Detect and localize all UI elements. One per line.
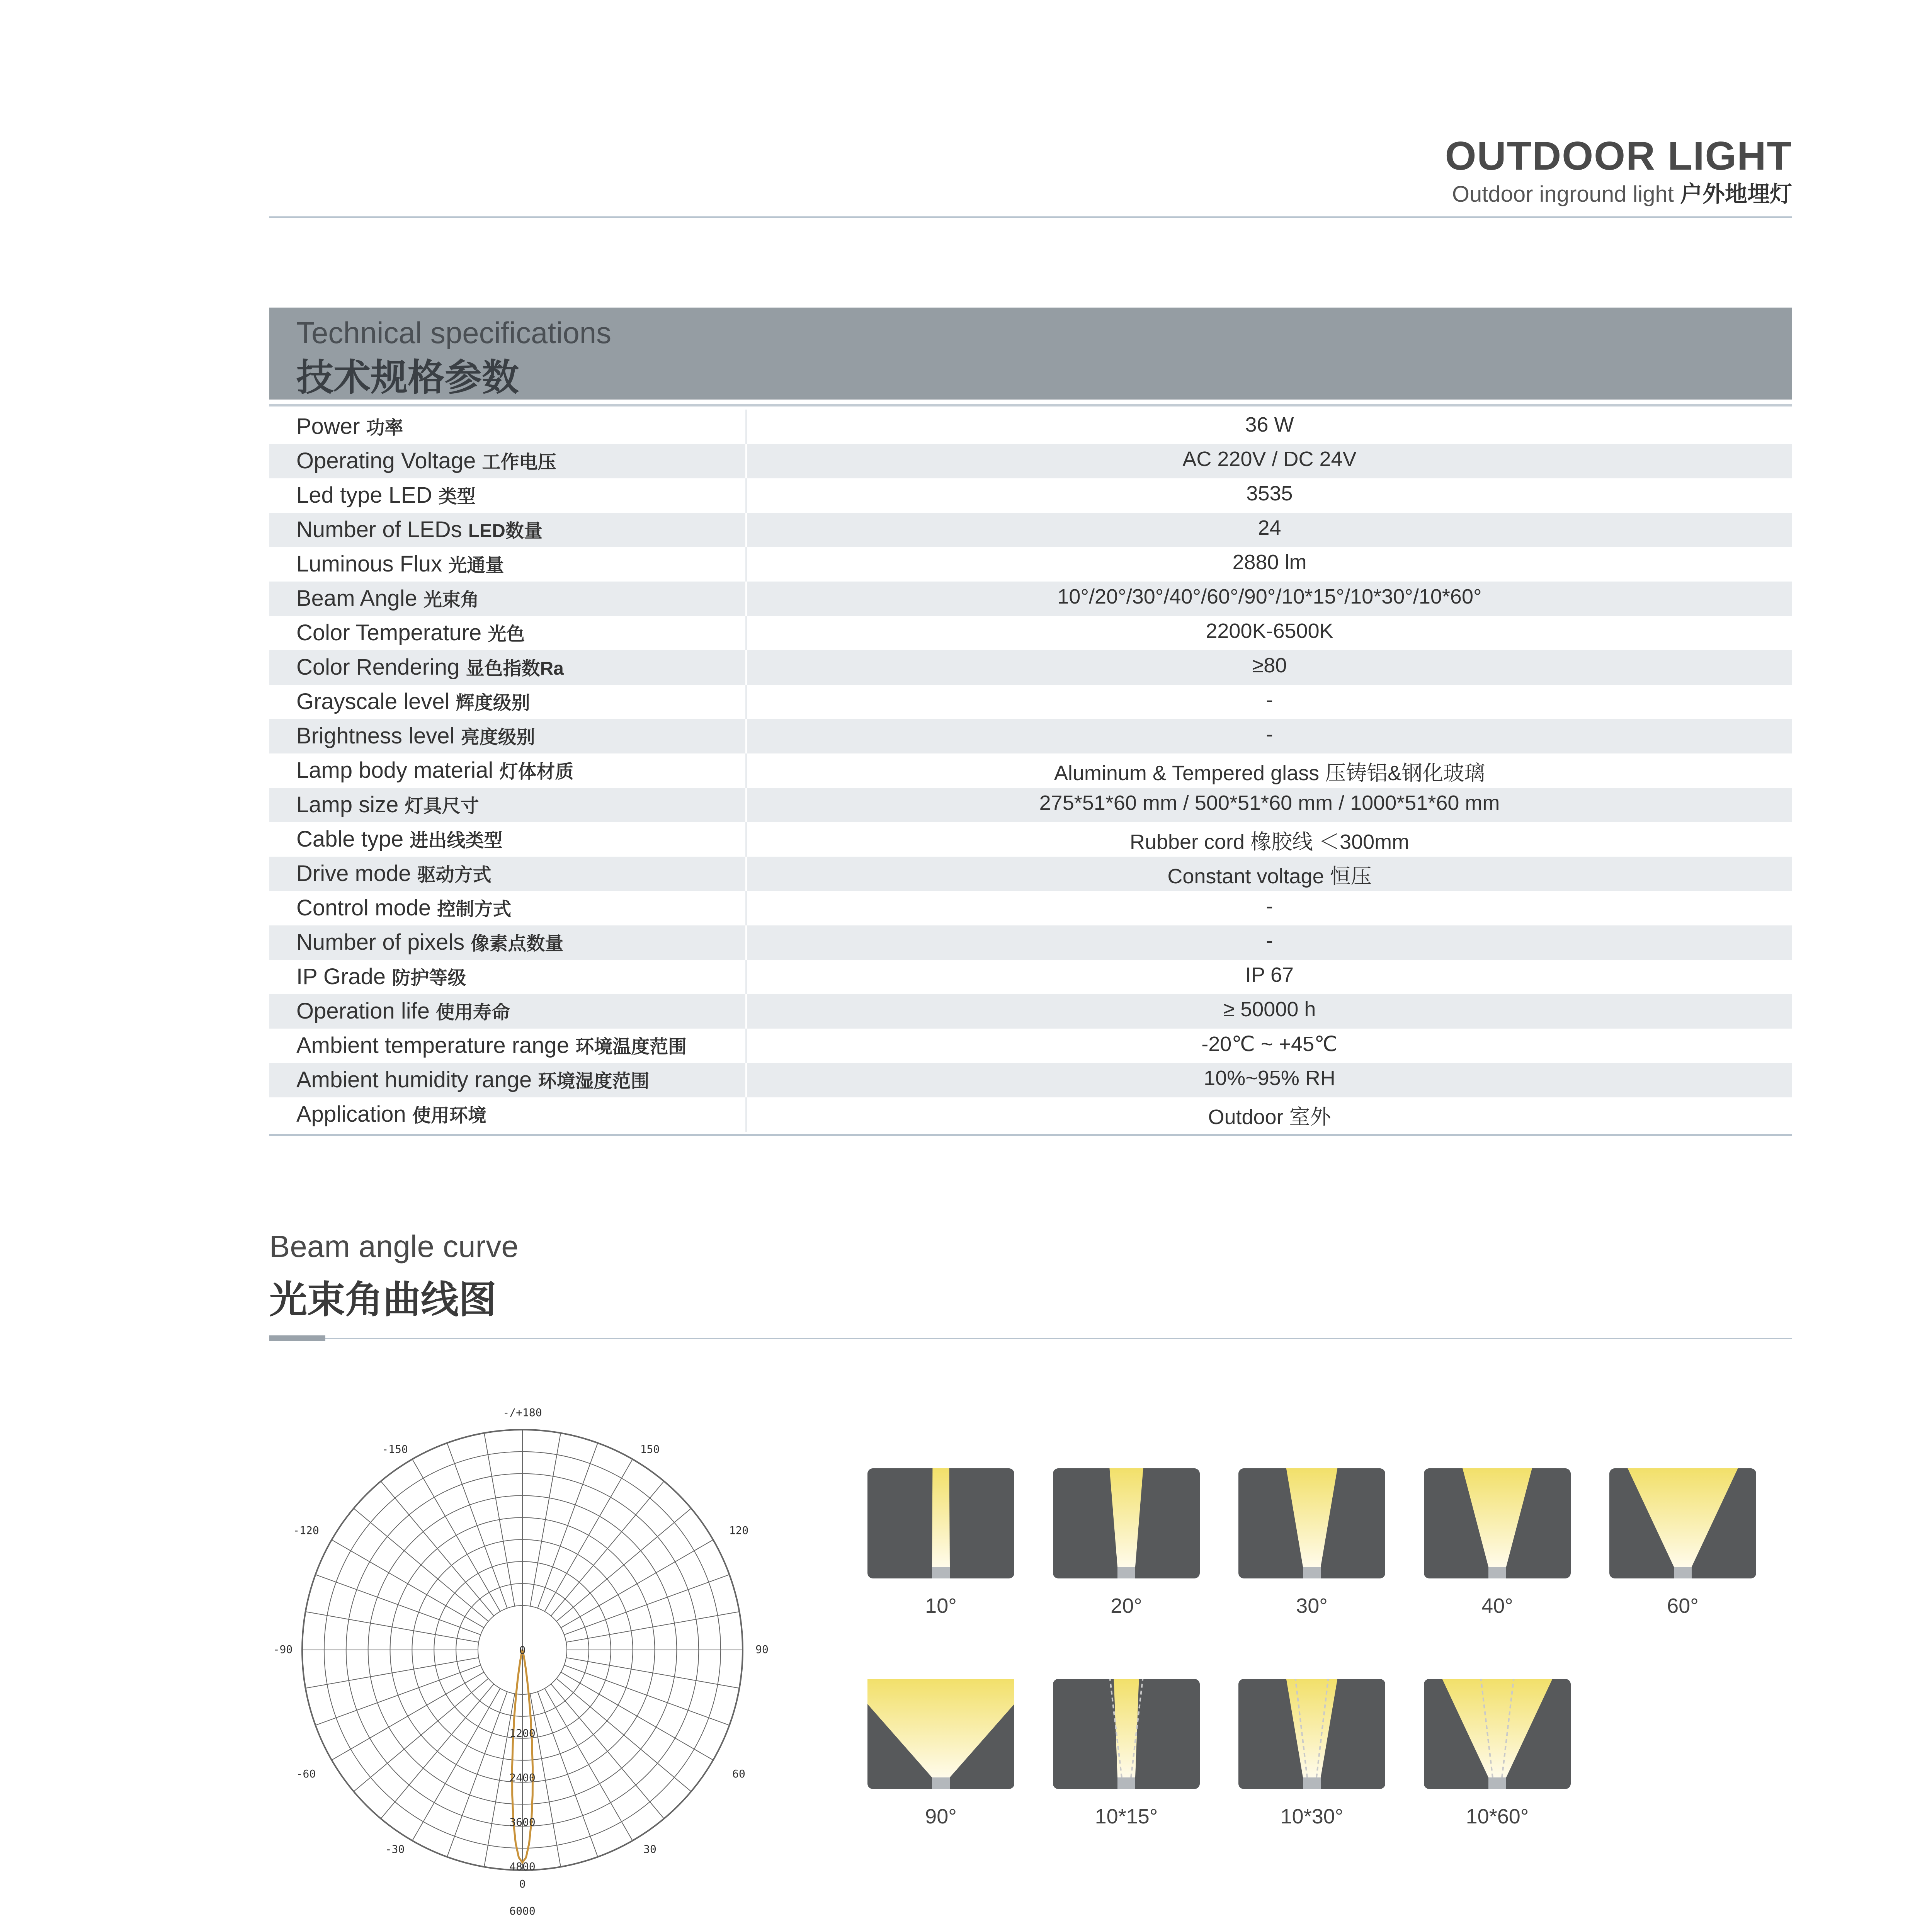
spec-label-cn: 工作电压 [482, 452, 556, 473]
polar-spoke [556, 1679, 691, 1791]
spec-value: IP 67 [1245, 963, 1294, 986]
spec-label [296, 997, 510, 1024]
polar-radial-label: 1200 [509, 1727, 536, 1740]
spec-label [296, 894, 511, 921]
spec-value: Outdoor 室外 [1208, 1105, 1331, 1129]
spec-row [269, 960, 1792, 994]
spec-label-cn: 光色 [488, 624, 525, 645]
spec-label-cn: 环境湿度范围 [538, 1071, 650, 1092]
polar-spoke [566, 1612, 739, 1642]
spec-label [296, 619, 525, 646]
specs-top-rule [269, 404, 1792, 406]
spec-label [296, 516, 543, 543]
polar-angle-label: -90 [273, 1643, 293, 1656]
spec-label [296, 757, 574, 783]
spec-row [269, 410, 1792, 444]
spec-label-cn: 显色指数Ra [466, 658, 564, 679]
polar-spoke [484, 1433, 515, 1606]
spec-label-cn: 像素点数量 [471, 934, 564, 954]
specs-title-en: Technical specifications [296, 316, 612, 350]
polar-spoke [545, 1689, 633, 1841]
polar-spoke [556, 1509, 691, 1621]
polar-spoke [315, 1575, 481, 1635]
spec-row [269, 719, 1792, 753]
spec-value: - [1266, 688, 1273, 711]
polar-spoke [354, 1509, 488, 1621]
spec-label [296, 722, 535, 749]
spec-row [269, 616, 1792, 650]
spec-label-cn: 灯体材质 [499, 762, 574, 782]
spec-label [296, 1032, 687, 1058]
spec-value: - [1266, 895, 1273, 918]
spec-label [296, 791, 479, 818]
spec-label [296, 550, 504, 577]
beam-icon [1609, 1468, 1756, 1578]
specs-title-cn: 技术规格参数 [296, 357, 519, 398]
beam-icon [1424, 1679, 1571, 1789]
polar-spoke [315, 1665, 481, 1725]
spec-value: - [1266, 929, 1273, 952]
spec-value: 36 W [1245, 413, 1294, 436]
polar-radial-label: 2400 [509, 1771, 536, 1784]
spec-row [269, 753, 1792, 788]
beam-icon-label: 40° [1481, 1594, 1513, 1617]
beam-icon [1053, 1679, 1200, 1789]
polar-spoke [332, 1672, 484, 1760]
spec-label-en: Number of pixels [296, 930, 465, 955]
spec-label [296, 929, 563, 955]
spec-value: ≥ 50000 h [1223, 998, 1316, 1021]
spec-row [269, 685, 1792, 719]
spec-label-en: Led type LED [296, 483, 432, 508]
polar-spoke [306, 1658, 479, 1688]
specs-bottom-rule [269, 1134, 1792, 1136]
spec-row [269, 1063, 1792, 1097]
spec-label-en: IP Grade [296, 964, 386, 989]
polar-spoke [566, 1658, 739, 1688]
spec-value: 24 [1258, 516, 1281, 539]
spec-row [269, 513, 1792, 547]
beam-section-rule [269, 1338, 1792, 1339]
spec-label-cn: 亮度级别 [461, 727, 535, 748]
spec-row [269, 994, 1792, 1029]
polar-spoke [537, 1443, 598, 1608]
polar-spoke [537, 1692, 598, 1857]
polar-spoke [545, 1459, 633, 1611]
spec-label-en: Luminous Flux [296, 551, 442, 577]
subtitle-en: Outdoor inground light [1452, 182, 1674, 207]
spec-label [296, 688, 530, 714]
beam-icon-label: 10*30° [1280, 1805, 1344, 1828]
spec-label-cn: 类型 [438, 486, 476, 507]
polar-angle-label: 0 [519, 1878, 526, 1890]
spec-value: ≥80 [1252, 654, 1287, 677]
polar-angle-label: 120 [729, 1524, 749, 1537]
spec-label-en: Drive mode [296, 861, 411, 886]
polar-spoke [306, 1612, 479, 1642]
beam-icon [1053, 1468, 1200, 1578]
beam-icon [867, 1679, 1014, 1789]
spec-value: 10%~95% RH [1204, 1066, 1335, 1090]
polar-angle-label: 30 [643, 1843, 656, 1855]
spec-row [269, 891, 1792, 925]
spec-label [296, 585, 479, 611]
header-divider [269, 216, 1792, 218]
polar-angle-label: 60 [732, 1767, 745, 1780]
beam-icon-label: 90° [925, 1805, 957, 1828]
beam-icon-label: 30° [1296, 1594, 1328, 1617]
spec-row [269, 1097, 1792, 1132]
spec-label-en: Control mode [296, 895, 431, 920]
spec-label-en: Color Temperature [296, 620, 482, 645]
spec-label-cn: 控制方式 [437, 899, 512, 920]
page-subtitle [1452, 176, 1792, 208]
beam-section-title-en: Beam angle curve [269, 1229, 519, 1264]
spec-label-en: Brightness level [296, 723, 455, 748]
specs-table [269, 410, 1792, 1132]
beam-icon [867, 1468, 1014, 1578]
beam-icon-label: 10° [925, 1594, 957, 1617]
spec-label [296, 481, 476, 508]
polar-angle-label: 90 [755, 1643, 769, 1656]
polar-radial-label: 0 [519, 1644, 526, 1656]
polar-spoke [381, 1684, 494, 1819]
spec-value: 3535 [1246, 482, 1293, 505]
specs-header-band [269, 308, 1792, 400]
spec-value: 2200K-6500K [1206, 619, 1333, 643]
polar-angle-label: -120 [293, 1524, 319, 1537]
polar-radial-label: 4800 [509, 1860, 536, 1873]
spec-value: Constant voltage 恒压 [1167, 865, 1372, 888]
spec-value: - [1266, 723, 1273, 746]
spec-label [296, 413, 403, 439]
spec-value: AC 220V / DC 24V [1182, 447, 1357, 471]
polar-spoke [551, 1481, 664, 1616]
beam-icon-label: 60° [1667, 1594, 1699, 1617]
spec-label-en: Color Rendering [296, 655, 460, 680]
beam-section-title-cn: 光束角曲线图 [269, 1278, 497, 1321]
spec-value: Aluminum & Tempered glass 压铸铝&钢化玻璃 [1054, 762, 1485, 785]
spec-value: 275*51*60 mm / 500*51*60 mm / 1000*51*60 mm [1039, 791, 1500, 815]
spec-label [296, 825, 502, 852]
polar-angle-label: -60 [296, 1767, 316, 1780]
polar-angle-label: -30 [385, 1843, 405, 1855]
polar-spoke [564, 1665, 730, 1725]
beam-icon [1238, 1468, 1385, 1578]
polar-spoke [354, 1679, 488, 1791]
polar-spoke [332, 1540, 484, 1628]
spec-row [269, 478, 1792, 513]
subtitle-cn: 户外地埋灯 [1680, 182, 1792, 207]
spec-label [296, 447, 556, 474]
beam-section-marker [269, 1335, 325, 1341]
spec-label-en: Beam Angle [296, 586, 417, 611]
spec-label-en: Number of LEDs [296, 517, 462, 542]
polar-spoke [561, 1672, 713, 1760]
spec-label-cn: 灯具尺寸 [405, 796, 479, 816]
beam-icon-label: 10*15° [1095, 1805, 1158, 1828]
beam-icon [1238, 1679, 1385, 1789]
polar-spoke [412, 1459, 500, 1611]
spec-label [296, 1066, 649, 1093]
spec-label-cn: 环境温度范围 [575, 1037, 687, 1057]
spec-row [269, 857, 1792, 891]
spec-label [296, 963, 466, 990]
spec-label-cn: 防护等级 [392, 968, 466, 988]
page-title: OUTDOOR LIGHT [1445, 134, 1792, 179]
spec-row [269, 1029, 1792, 1063]
spec-label-en: Ambient humidity range [296, 1067, 532, 1092]
spec-label-en: Ambient temperature range [296, 1033, 570, 1058]
spec-label-en: Application [296, 1102, 406, 1127]
polar-spoke [447, 1692, 507, 1857]
spec-row [269, 650, 1792, 685]
spec-row [269, 788, 1792, 822]
spec-label-en: Power [296, 414, 360, 439]
spec-label-cn: 辉度级别 [456, 693, 530, 713]
beam-icon [1424, 1468, 1571, 1578]
spec-label-en: Operation life [296, 998, 430, 1024]
polar-spoke [564, 1575, 730, 1635]
polar-angle-label: -150 [382, 1443, 408, 1456]
beam-icon-label: 20° [1111, 1594, 1142, 1617]
spec-value: Rubber cord 橡胶线 ＜300mm [1129, 830, 1410, 854]
beam-icon-label: 10*60° [1466, 1805, 1529, 1828]
polar-spoke [530, 1433, 561, 1606]
spec-value: 10°/20°/30°/40°/60°/90°/10*15°/10*30°/10*60° [1057, 585, 1482, 608]
polar-radial-label: 3600 [509, 1816, 536, 1828]
spec-row [269, 547, 1792, 582]
spec-label-cn: 功率 [366, 418, 403, 438]
spec-label-en: Lamp size [296, 792, 399, 817]
spec-label-en: Cable type [296, 827, 404, 852]
spec-label-en: Grayscale level [296, 689, 450, 714]
spec-label-en: Lamp body material [296, 758, 493, 783]
polar-beam-chart [267, 1387, 808, 1928]
spec-label-cn: 使用环境 [412, 1105, 486, 1126]
spec-row [269, 582, 1792, 616]
spec-value: -20℃ ~ +45℃ [1201, 1032, 1338, 1056]
polar-spoke [447, 1443, 507, 1608]
spec-label [296, 860, 492, 886]
spec-label-cn: LED数量 [468, 521, 543, 541]
spec-row [269, 925, 1792, 960]
spec-label-cn: 光通量 [448, 555, 504, 576]
polar-spoke [381, 1481, 494, 1616]
polar-spoke [561, 1540, 713, 1628]
spec-label-en: Operating Voltage [296, 448, 476, 473]
polar-angle-label: -/+180 [503, 1406, 542, 1419]
polar-angle-label: 150 [640, 1443, 660, 1456]
polar-radial-label: 6000 [509, 1905, 536, 1917]
spec-label [296, 653, 564, 680]
spec-label-cn: 进出线类型 [410, 830, 503, 851]
polar-spoke [551, 1684, 664, 1819]
spec-row [269, 822, 1792, 857]
spec-label [296, 1100, 486, 1127]
spec-label-cn: 光束角 [423, 590, 479, 610]
polar-spoke [412, 1689, 500, 1841]
spec-value: 2880 lm [1232, 551, 1307, 574]
spec-label-cn: 驱动方式 [417, 865, 492, 885]
spec-row [269, 444, 1792, 478]
spec-label-cn: 使用寿命 [436, 1002, 510, 1023]
